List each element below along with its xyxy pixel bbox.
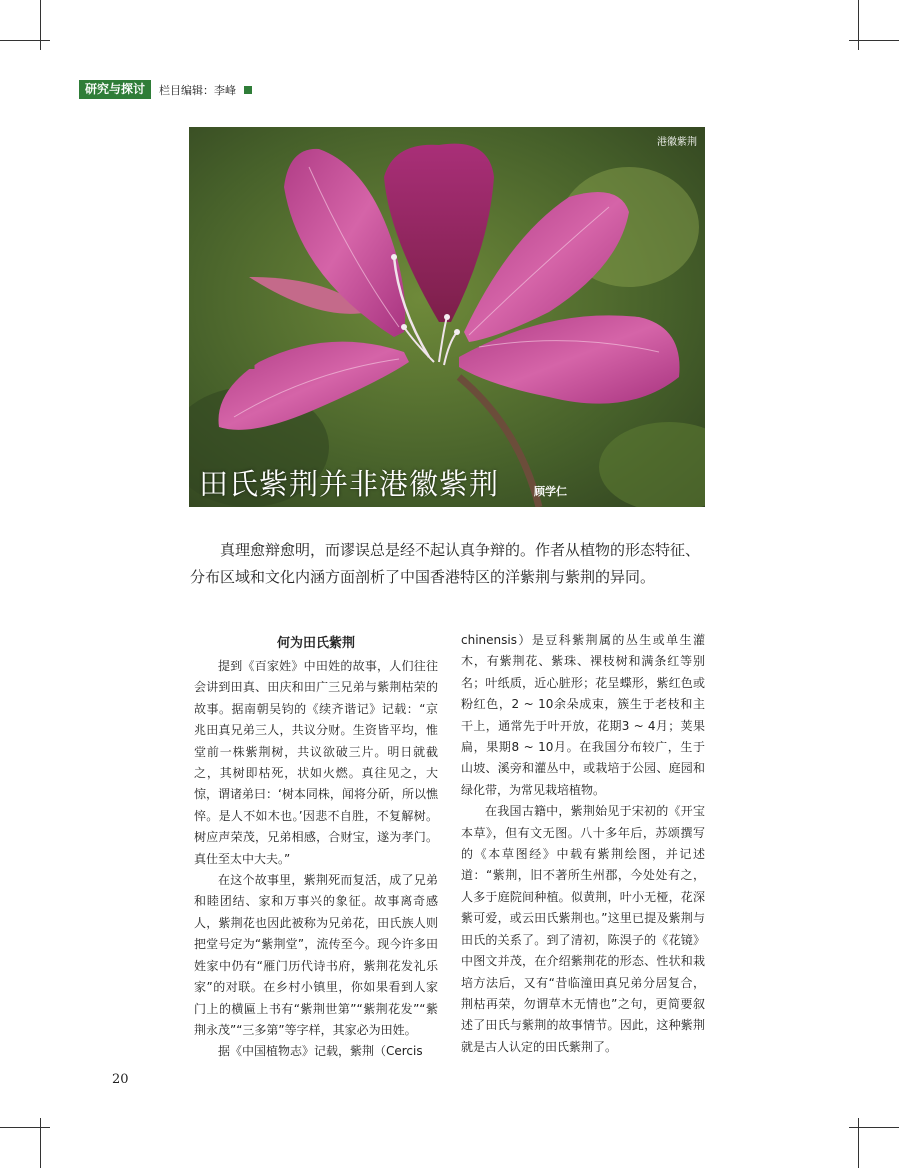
crop-mark	[40, 0, 41, 50]
paragraph: 在我国古籍中，紫荆始见于宋初的《开宝本草》，但有文无图。八十多年后，苏颂撰写的《本草图经》中载有紫荆绘图，并记述道：“紫荆，旧不著所生州郡，今处处有之，人多于庭院间种植。似黄荆，叶小无桠，花深紫可爱，或云田氏紫荆也。”这里已提及紫荆与田氏的关系了。到了清初，陈淏子的《花镜》中图文并茂，在介绍紫荆花的形态、性状和栽培方法后，又有“昔临潼田真兄弟分居复合，荆枯再荣，勿谓草木无情也”之句，更简要叙述了田氏与紫荆的故事情节。因此，这种紫荆就是古人认定的田氏紫荆了。	[461, 804, 705, 1054]
crop-mark	[40, 1118, 41, 1168]
photo-credit: 港徽紫荆	[657, 137, 697, 148]
article-author: 顾学仁	[534, 485, 567, 498]
paragraph: chinensis）是豆科紫荆属的丛生或单生灌木，有紫荆花、紫珠、裸枝树和满条红等别名；叶纸质，近心脏形；花呈蝶形，紫红色或粉红色，2 ~ 10余朵成束，簇生于老枝和主干上，通常先于叶开放，花期3 ~ 4月；荚果扁，果期8 ~ 10月。在我国分布较广，生于山坡、溪旁和灌丛中，或栽培于公园、庭园和绿化带，为常见栽培植物。	[461, 633, 705, 797]
crop-mark	[858, 0, 859, 50]
article-column-left	[194, 630, 438, 1063]
square-icon	[244, 86, 252, 94]
paragraph: 提到《百家姓》中田姓的故事，人们往往会讲到田真、田庆和田广三兄弟与紫荆枯荣的故事。据南朝吴钧的《续齐谐记》记载：“京兆田真兄弟三人，共议分财。生资皆平均，惟堂前一株紫荆树，共议欲破三片。明日就截之，其树即枯死，状如火燃。真往见之，大惊，谓诸弟曰：‘树本同株，闻将分斫，所以憔悴。是人不如木也。’因悲不自胜，不复解树。树应声荣茂，兄弟相感，合财宝，遂为孝门。真仕至太中大夫。”	[194, 659, 438, 866]
article-column-right	[461, 630, 705, 1058]
crop-mark	[849, 1127, 899, 1128]
section-header	[79, 80, 252, 99]
article-abstract: 真理愈辩愈明，而谬误总是经不起认真争辩的。作者从植物的形态特征、分布区域和文化内涵方面剖析了中国香港特区的洋紫荆与紫荆的异同。	[190, 541, 701, 586]
page-number: 20	[112, 1072, 129, 1087]
paragraph: 据《中国植物志》记载，紫荆（Cercis	[218, 1044, 423, 1059]
hero-photo	[189, 127, 705, 507]
crop-mark	[858, 1118, 859, 1168]
crop-mark	[0, 1127, 50, 1128]
section-tag: 研究与探讨	[79, 80, 151, 99]
bauhinia-flower-image	[189, 127, 705, 507]
article-title: 田氏紫荆并非港徽紫荆	[199, 467, 500, 501]
section-heading: 何为田氏紫荆	[276, 636, 355, 651]
column-editor: 栏目编辑：李峰	[159, 83, 237, 97]
paragraph: 在这个故事里，紫荆死而复活，成了兄弟和睦团结、家和万事兴的象征。故事离奇感人，紫荆花也因此被称为兄弟花，田氏族人则把堂号定为“紫荆堂”，流传至今。现今许多田姓家中仍有“雁门历代诗书府，紫荆花发礼乐家”的对联。在乡村小镇里，你如果看到人家门上的横匾上书有“紫荆世第”“紫荆花发”“紫荆永茂”“三多第”等字样，其家必为田姓。	[194, 873, 438, 1037]
crop-mark	[849, 40, 899, 41]
crop-mark	[0, 40, 50, 41]
